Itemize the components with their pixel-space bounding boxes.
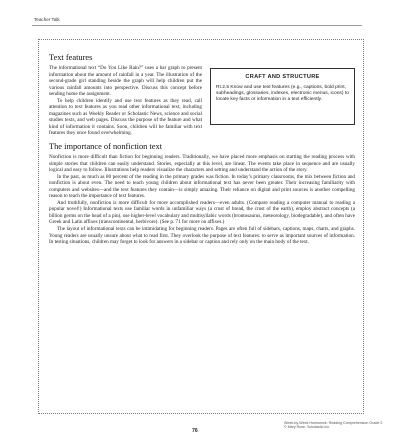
standards-callout: [210, 68, 355, 125]
section-label: Teacher Talk: [34, 17, 60, 22]
callout-title: CRAFT AND STRUCTURE: [245, 74, 320, 80]
copyright: © Mary Rose, Scholastic Inc.: [284, 425, 331, 430]
header-rule: [32, 25, 362, 26]
page-content: [49, 53, 355, 246]
paragraph: The informational text “Do You Like Rain?” uses a bar graph to present information about the amount of rainfall in a year. The illustration of the second-grade girl standing beside the graph will help children put the various rainfall amounts into perspective. Discuss this concept before sending home the assignment.: [49, 65, 202, 98]
paragraph: The layout of informational texts can be intimidating for beginning readers. Pages are often full of sidebars, captions, maps, charts, and graphs. Young readers are usually unsure about what to read first. They overlook the purpose of text features: to serve as important sources of information. In testing situations, children may forget to look for answers in a sidebar or caption and rely only on the main body of the text.: [49, 226, 355, 246]
paragraph: To help children identify and use text features as they read, call attention to text features as you read other informational text, including magazines such as Weekly Reader or Scholastic News, science and social studies texts, and web pages. Discuss the purpose of the feature and what kind of information it contains. Soon, children will be familiar with text features they once found overwhelming.: [49, 97, 202, 137]
callout-body: RI.2.5 Know and use text features (e.g., captions, bold print, subheadings, glossaries, indexes, electronic menus, icons) to locate key facts or information in a text efficiently.: [216, 84, 349, 103]
section-heading-nonfiction: The importance of nonfiction text: [49, 142, 163, 152]
paragraph: Nonfiction is more difficult than fiction for beginning readers. Traditionally, we have placed more emphasis on starting the reading process with simple stories that children can easily understand. Stories, especially at this level, are linear. The events take place in sequence and are usually logical and easy to follow. Illustrations help readers visualize the characters and setting and understand the action of the story.: [49, 154, 355, 174]
footer-credit: [284, 421, 394, 430]
paragraph: And truthfully, nonfiction is more difficult for more accomplished readers—even adults. (Compare reading a computer manual to reading a popular novel!) Informational texts use familiar words in unfamiliar ways (a crust of bread, the crust of the earth), employ abstract concepts (a billion germs on the head of a pin), use higher-level vocabulary and multisyllabic words (brontosaurus, meteorology, biodegradable), and often have Greek and Latin affixes (transcontinental, herbivore). (See p. 71 for more on affixes.): [49, 199, 355, 226]
page-number: 76: [192, 428, 198, 434]
book-title: Week-by-Week Homework: Reading Comprehension Grade 2: [284, 421, 383, 425]
callout-wrapper: [210, 68, 355, 127]
section-heading-text-features: Text features: [49, 53, 93, 62]
paragraph: In the past, as much as 80 percent of the reading in the primary grades was fiction. In today’s primary classrooms, the mix between fiction and nonfiction is about even. The need to teach young children about informational text has never been greater. Their increasing familiarity with computers and websites—and the text features they contain—is simply amazing. Their reliance on digital and print sources is another compelling reason to teach the importance of text features.: [49, 173, 355, 200]
